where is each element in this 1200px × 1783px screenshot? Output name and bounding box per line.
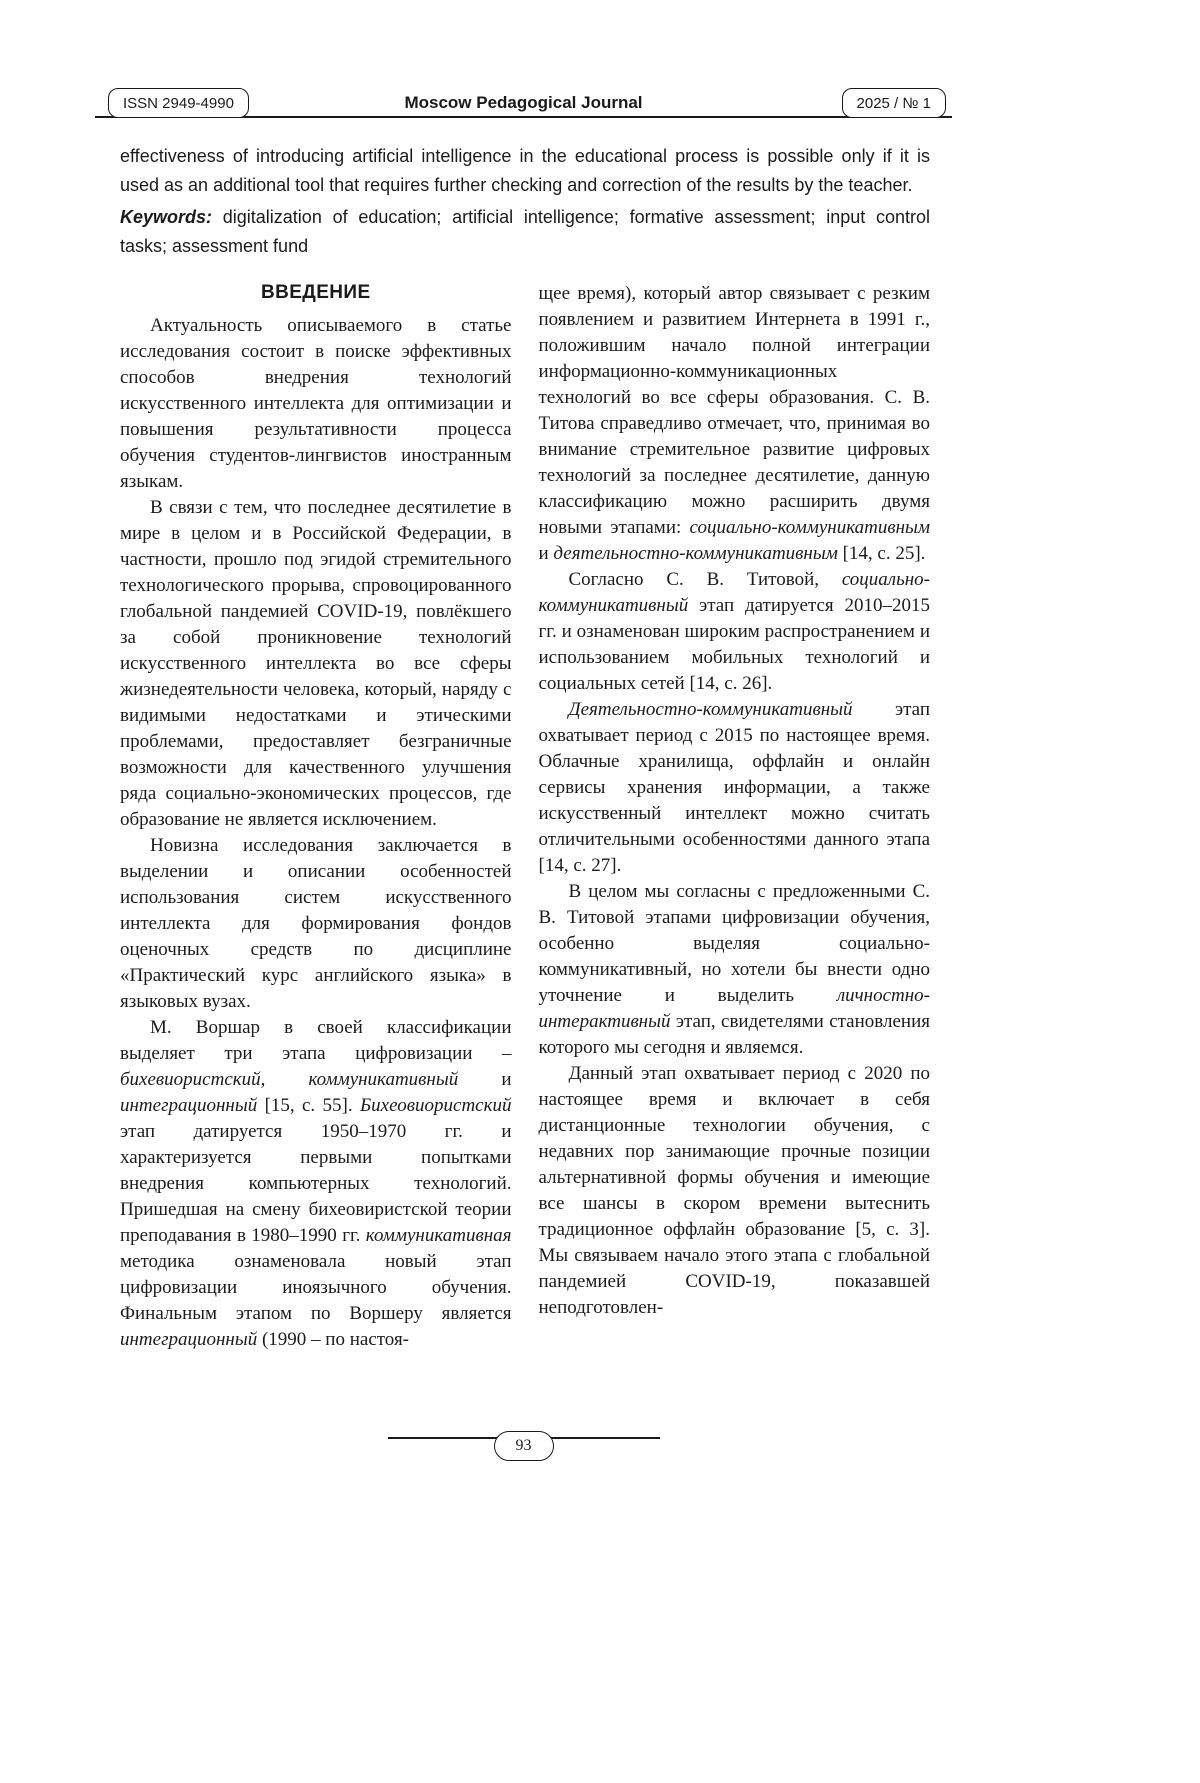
paragraph: Новизна исследования заключается в выделении и описании особенностей использования систем искусственного интеллекта для формирования фондов оценочных средств по дисциплине «Практический курс английского языка» в языковых вузах. <box>120 835 512 1012</box>
left-column <box>120 281 512 1431</box>
issn-text: ISSN 2949-4990 <box>123 94 234 112</box>
keywords-text: digitalization of education; artificial intelligence; formative assessment; input control tasks; assessment fund <box>120 207 930 256</box>
paragraph: В целом мы согласны с предложенными С. В. Титовой этапами цифровизации обучения, особенно выделяя социально-коммуникативный, но хотели бы внести одно уточнение и выделить личностно-интерактивный этап, свидетелями становления которого мы сегодня и являемся. <box>538 881 930 1058</box>
journal-title: Moscow Pedagogical Journal <box>404 93 643 112</box>
issn-badge <box>108 88 249 118</box>
journal-page <box>95 0 952 1783</box>
paragraph: Согласно С. В. Титовой, социально-коммуникативный этап датируется 2010–2015 гг. и ознаменован широким распространением и использованием мобильных технологий и социальных сетей [14, с. 26]. <box>538 569 930 694</box>
paragraph: щее время), который автор связывает с резким появлением и развитием Интернета в 1991 г., положившим начало полной интеграции информационно-коммуникационных технологий во все сферы образования. С. В. Титова справедливо отмечает, что, принимая во внимание стремительное развитие цифровых технологий за последнее десятилетие, данную классификацию можно расширить двумя новыми этапами: социально-коммуникативным и деятельностно-коммуникативным [14, с. 25]. <box>538 283 930 564</box>
article-body <box>120 281 930 1431</box>
issue-text: 2025 / № 1 <box>856 94 931 112</box>
issue-badge <box>842 88 946 118</box>
section-heading: ВВЕДЕНИЕ <box>260 282 371 303</box>
keywords-label: Keywords: <box>120 207 213 227</box>
page-number-badge: 93 <box>494 1431 554 1461</box>
paragraph: М. Воршар в своей классификации выделяет три этапа цифровизации – бихевиористский, коммуникативный и интеграционный [15, с. 55]. Бихеовиористский этап датируется 1950–1970 гг. и характеризуется первыми попытками внедрения компьютерных технологий. Пришедшая на смену бихеовиристской теории преподавания в 1980–1990 гг. коммуникативная методика ознаменовала новый этап цифровизации иноязычного обучения. Финальным этапом по Воршеру является интеграционный (1990 – по настоя- <box>120 1017 512 1350</box>
paragraph: Актуальность описываемого в статье исследования состоит в поиске эффективных способов внедрения технологий искусственного интеллекта для оптимизации и повышения результативности процесса обучения студентов-лингвистов иностранным языкам. <box>120 315 512 492</box>
paragraph: Деятельностно-коммуникативный этап охватывает период с 2015 по настоящее время. Облачные хранилища, оффлайн и онлайн сервисы хранения информации, а также искусственный интеллект можно считать отличительными особенностями данного этапа [14, с. 27]. <box>538 699 930 876</box>
english-abstract <box>120 142 930 261</box>
paragraph: В связи с тем, что последнее десятилетие в мире в целом и в Российской Федерации, в частности, прошло под эгидой стремительного технологического прорыва, спровоцированного глобальной пандемией COVID-19, повлёкшего за собой проникновение технологий искусственного интеллекта во все сферы жизнедеятельности человека, который, наряду с видимыми недостатками и этическими проблемами, предоставляет безграничные возможности для качественного улучшения ряда социально-экономических процессов, где образование не является исключением. <box>120 497 512 830</box>
right-column <box>539 281 931 1431</box>
abstract-continuation: effectiveness of introducing artificial intelligence in the educational process is possible only if it is used as an additional tool that requires further checking and correction of the results by the teacher. <box>120 146 930 195</box>
paragraph: Данный этап охватывает период с 2020 по настоящее время и включает в себя дистанционные технологии обучения, с недавних пор занимающие прочные позиции альтернативной формы обучения и имеющие все шансы в скором времени вытеснить традиционное оффлайн образование [5, с. 3]. Мы связываем начало этого этапа с глобальной пандемией COVID-19, показавшей неподготовлен- <box>538 1063 930 1318</box>
keywords-paragraph <box>120 203 930 261</box>
